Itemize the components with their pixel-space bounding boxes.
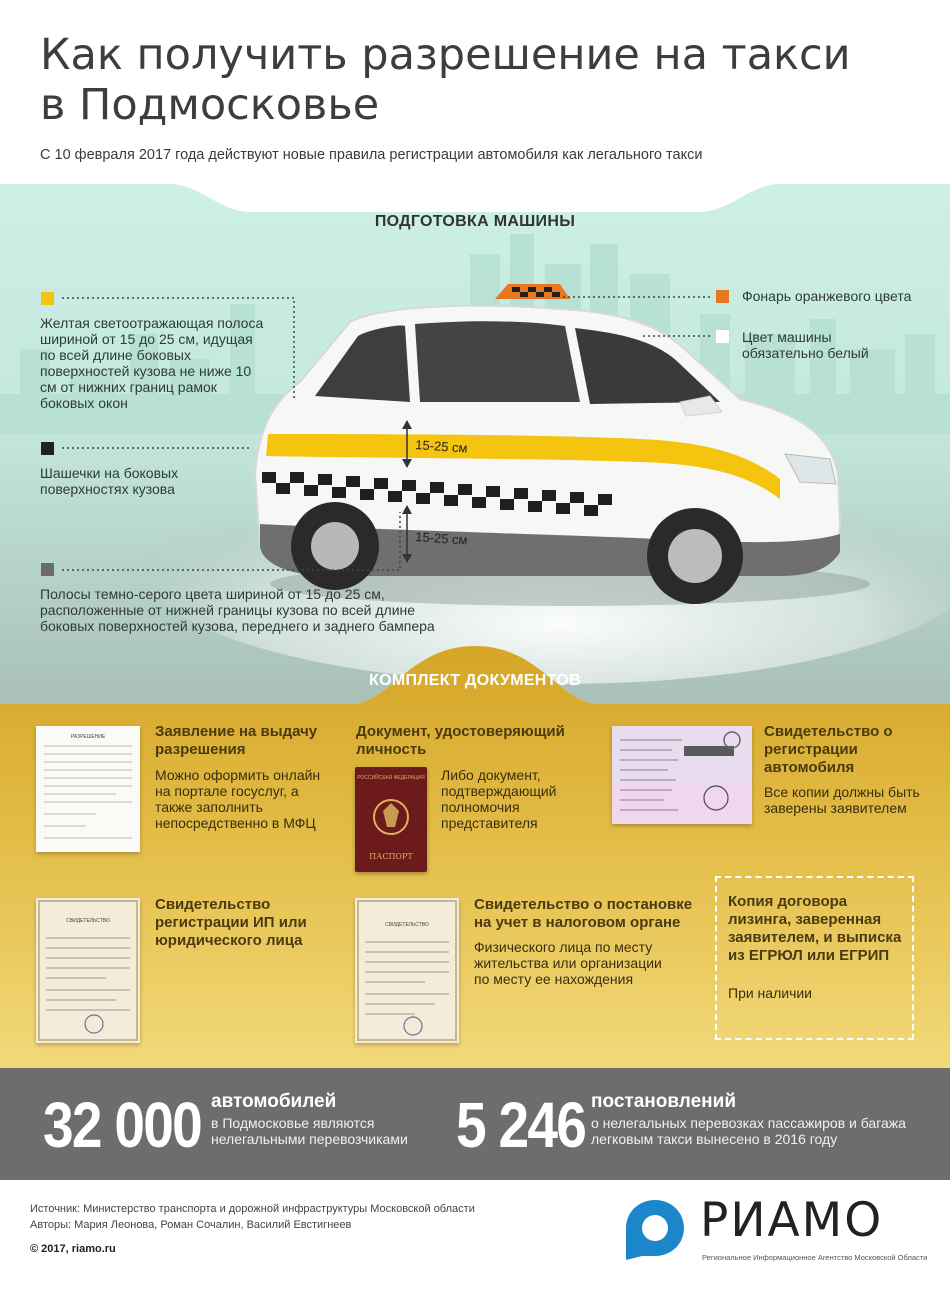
application-form-image bbox=[36, 726, 140, 852]
legend-gray-stripes: Полосы темно-серого цвета шириной от 15 до 25 см, расположенные от нижней границы кузова по всей длине боковых поверхностей кузова, переднего и заднего бампера bbox=[40, 586, 435, 634]
passport-bottom-text: ПАСПОРТ bbox=[369, 852, 413, 861]
legend-yellow-stripe: Желтая светоотражающая полоса шириной от 15 до 25 см, идущая по всей длине боковых поверхностей кузова не ниже 10 см от нижних границ рамок боковых окон bbox=[40, 315, 264, 411]
dimension-label-top: 15-25 см bbox=[414, 437, 469, 456]
doc-tax-heading: Свидетельство о постановке на учет в налоговом органе bbox=[474, 896, 693, 931]
legend-swatch-orange bbox=[716, 290, 729, 303]
doc-leasing-heading: Копия договора лизинга, заверенная заявителем, и выписка из ЕГРЮЛ или ЕГРИП bbox=[728, 893, 902, 964]
documents-section-title: КОМПЛЕКТ ДОКУМЕНТОВ bbox=[369, 672, 581, 689]
legend-swatch-white bbox=[716, 330, 729, 343]
legend-checkers: Шашечки на боковых поверхностях кузова bbox=[40, 465, 179, 497]
stat-cars-text: в Подмосковье являются нелегальными перевозчиками bbox=[211, 1115, 408, 1147]
stat-fines-heading: постановлений bbox=[591, 1091, 737, 1112]
footer-copyright: © 2017, riamo.ru bbox=[30, 1243, 116, 1255]
riamo-logo-icon bbox=[620, 1198, 690, 1262]
page-title bbox=[40, 30, 920, 130]
vehicle-registration-image bbox=[612, 726, 752, 824]
title-line-2: в Подмосковье bbox=[40, 80, 380, 130]
doc-ip-heading: Свидетельство регистрации ИП или юридического лица bbox=[155, 896, 307, 949]
doc-application-heading: Заявление на выдачу разрешения bbox=[155, 723, 318, 758]
stat-cars-heading: автомобилей bbox=[211, 1091, 337, 1112]
doc-application-text: Можно оформить онлайн на портале госуслуг, а также заполнить непосредственно в МФЦ bbox=[155, 767, 321, 831]
stat-cars-number: 32 000 bbox=[43, 1089, 202, 1161]
legend-car-white: Цвет машины обязательно белый bbox=[742, 329, 869, 361]
tax-certificate-image bbox=[355, 898, 459, 1043]
title-line-1: Как получить разрешение на такси bbox=[40, 30, 851, 80]
riamo-logo-text: РИАМО bbox=[700, 1193, 884, 1248]
documents-section bbox=[0, 646, 950, 1068]
footer-source: Источник: Министерство транспорта и дорожной инфраструктуры Московской области bbox=[30, 1203, 475, 1215]
stats-band bbox=[0, 1068, 950, 1180]
tax-certificate-word: СВИДЕТЕЛЬСТВО bbox=[385, 922, 429, 928]
ip-certificate-image bbox=[36, 898, 140, 1043]
stat-fines-number: 5 246 bbox=[456, 1089, 586, 1161]
car-section-title: ПОДГОТОВКА МАШИНЫ bbox=[374, 213, 576, 230]
doc-vehicle-reg-text: Все копии должны быть заверены заявителем bbox=[764, 784, 920, 816]
doc-tax-text: Физического лица по месту жительства или организации по месту ее нахождения bbox=[474, 939, 662, 987]
page-subtitle: С 10 февраля 2017 года действуют новые правила регистрации автомобиля как легального такси bbox=[40, 147, 703, 163]
riamo-logo-subtitle: Региональное Информационное Агентство Московской Области bbox=[702, 1253, 928, 1262]
passport-image bbox=[355, 767, 427, 872]
dimension-label-bottom: 15-25 см bbox=[414, 529, 469, 548]
doc-identity-text: Либо документ, подтверждающий полномочия представителя bbox=[441, 767, 557, 831]
doc-vehicle-reg-heading: Свидетельство о регистрации автомобиля bbox=[764, 723, 893, 776]
car-section bbox=[0, 184, 950, 704]
legend-swatch-gray bbox=[41, 563, 54, 576]
legend-roof-lamp: Фонарь оранжевого цвета bbox=[742, 288, 912, 304]
application-form-word: РАЗРЕШЕНИЕ bbox=[70, 734, 106, 740]
legend-swatch-black bbox=[41, 442, 54, 455]
stat-fines-text: о нелегальных перевозках пассажиров и багажа легковым такси вынесено в 2016 году bbox=[591, 1115, 906, 1147]
footer-authors: Авторы: Мария Леонова, Роман Сочалин, Василий Евстигнеев bbox=[30, 1219, 352, 1231]
passport-top-text: РОССИЙСКАЯ ФЕДЕРАЦИЯ bbox=[357, 775, 425, 781]
doc-leasing-text: При наличии bbox=[728, 985, 812, 1001]
legend-swatch-yellow bbox=[41, 292, 54, 305]
ip-certificate-word: СВИДЕТЕЛЬСТВО bbox=[66, 918, 110, 924]
doc-identity-heading: Документ, удостоверяющий личность bbox=[356, 723, 565, 758]
